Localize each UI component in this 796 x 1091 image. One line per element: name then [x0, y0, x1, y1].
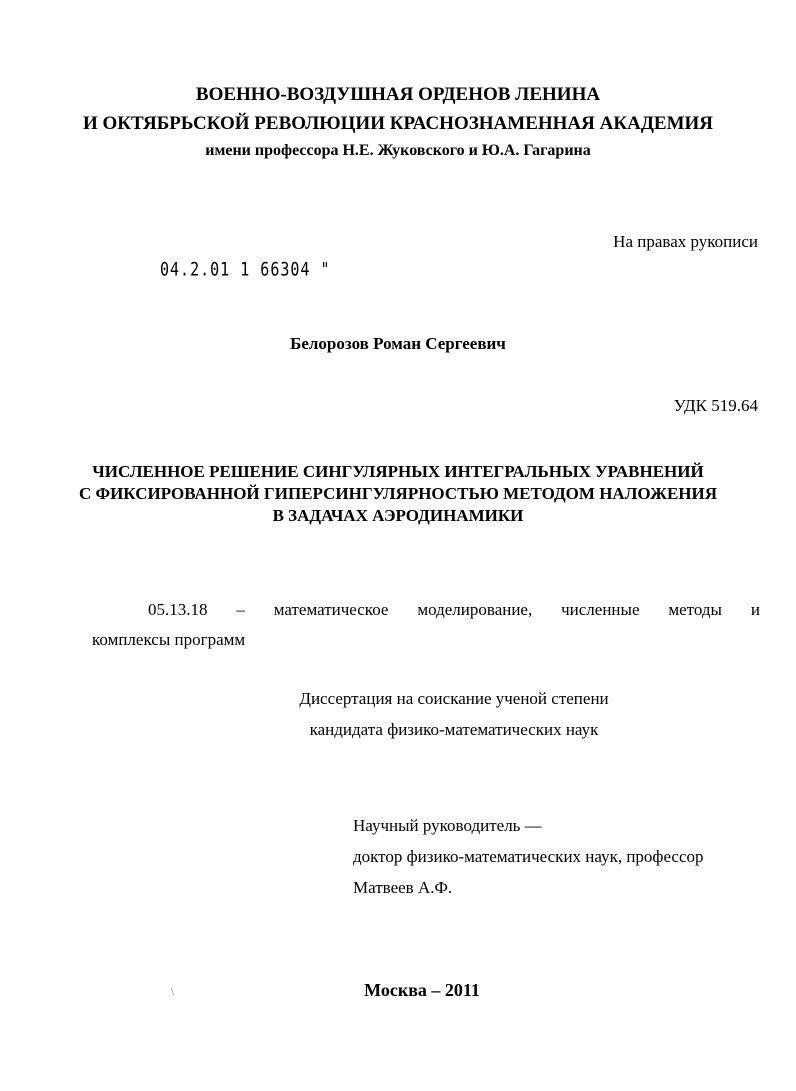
dissertation-line1: Диссертация на соискание ученой степени: [299, 689, 609, 708]
author-name: Белорозов Роман Сергеевич: [290, 334, 506, 353]
specialty-word: методы: [668, 600, 722, 619]
rights-note: На правах рукописи: [613, 232, 758, 251]
specialty-word: математическое: [273, 600, 389, 619]
city-year: Москва – 2011: [364, 980, 480, 1000]
institution-name-line2: И ОКТЯБРЬСКОЙ РЕВОЛЮЦИИ КРАСНОЗНАМЕННАЯ АКАДЕМИЯ: [82, 113, 714, 134]
supervisor-label: Научный руководитель —: [353, 816, 542, 835]
registration-stamp: 04.2.01 1 66304 ": [160, 258, 331, 281]
thesis-title-line2: С ФИКСИРОВАННОЙ ГИПЕРСИНГУЛЯРНОСТЬЮ МЕТОДОМ НАЛОЖЕНИЯ: [78, 484, 718, 503]
specialty-dash: –: [236, 600, 245, 619]
thesis-title-line1: ЧИСЛЕННОЕ РЕШЕНИЕ СИНГУЛЯРНЫХ ИНТЕГРАЛЬНЫХ УРАВНЕНИЙ: [92, 462, 704, 481]
supervisor-degree: доктор физико-математических наук, профессор: [353, 847, 704, 866]
thesis-title-line3: В ЗАДАЧАХ АЭРОДИНАМИКИ: [272, 506, 524, 525]
specialty-line2: комплексы программ: [92, 630, 246, 649]
institution-name-line3: имени профессора Н.Е. Жуковского и Ю.А. Гагарина: [205, 142, 591, 159]
specialty-word: и: [750, 600, 760, 619]
stray-scan-mark: \: [171, 987, 174, 998]
specialty-word: численные: [561, 600, 640, 619]
institution-name-line1: ВОЕННО-ВОЗДУШНАЯ ОРДЕНОВ ЛЕНИНА: [195, 84, 601, 105]
specialty-word: моделирование,: [417, 600, 533, 619]
dissertation-line2: кандидата физико-математических наук: [309, 720, 599, 739]
specialty-block: [92, 595, 760, 655]
supervisor-name: Матвеев А.Ф.: [353, 878, 453, 897]
specialty-code: 05.13.18: [148, 600, 208, 619]
specialty-line1: [92, 595, 760, 625]
udk-code: УДК 519.64: [673, 396, 758, 415]
